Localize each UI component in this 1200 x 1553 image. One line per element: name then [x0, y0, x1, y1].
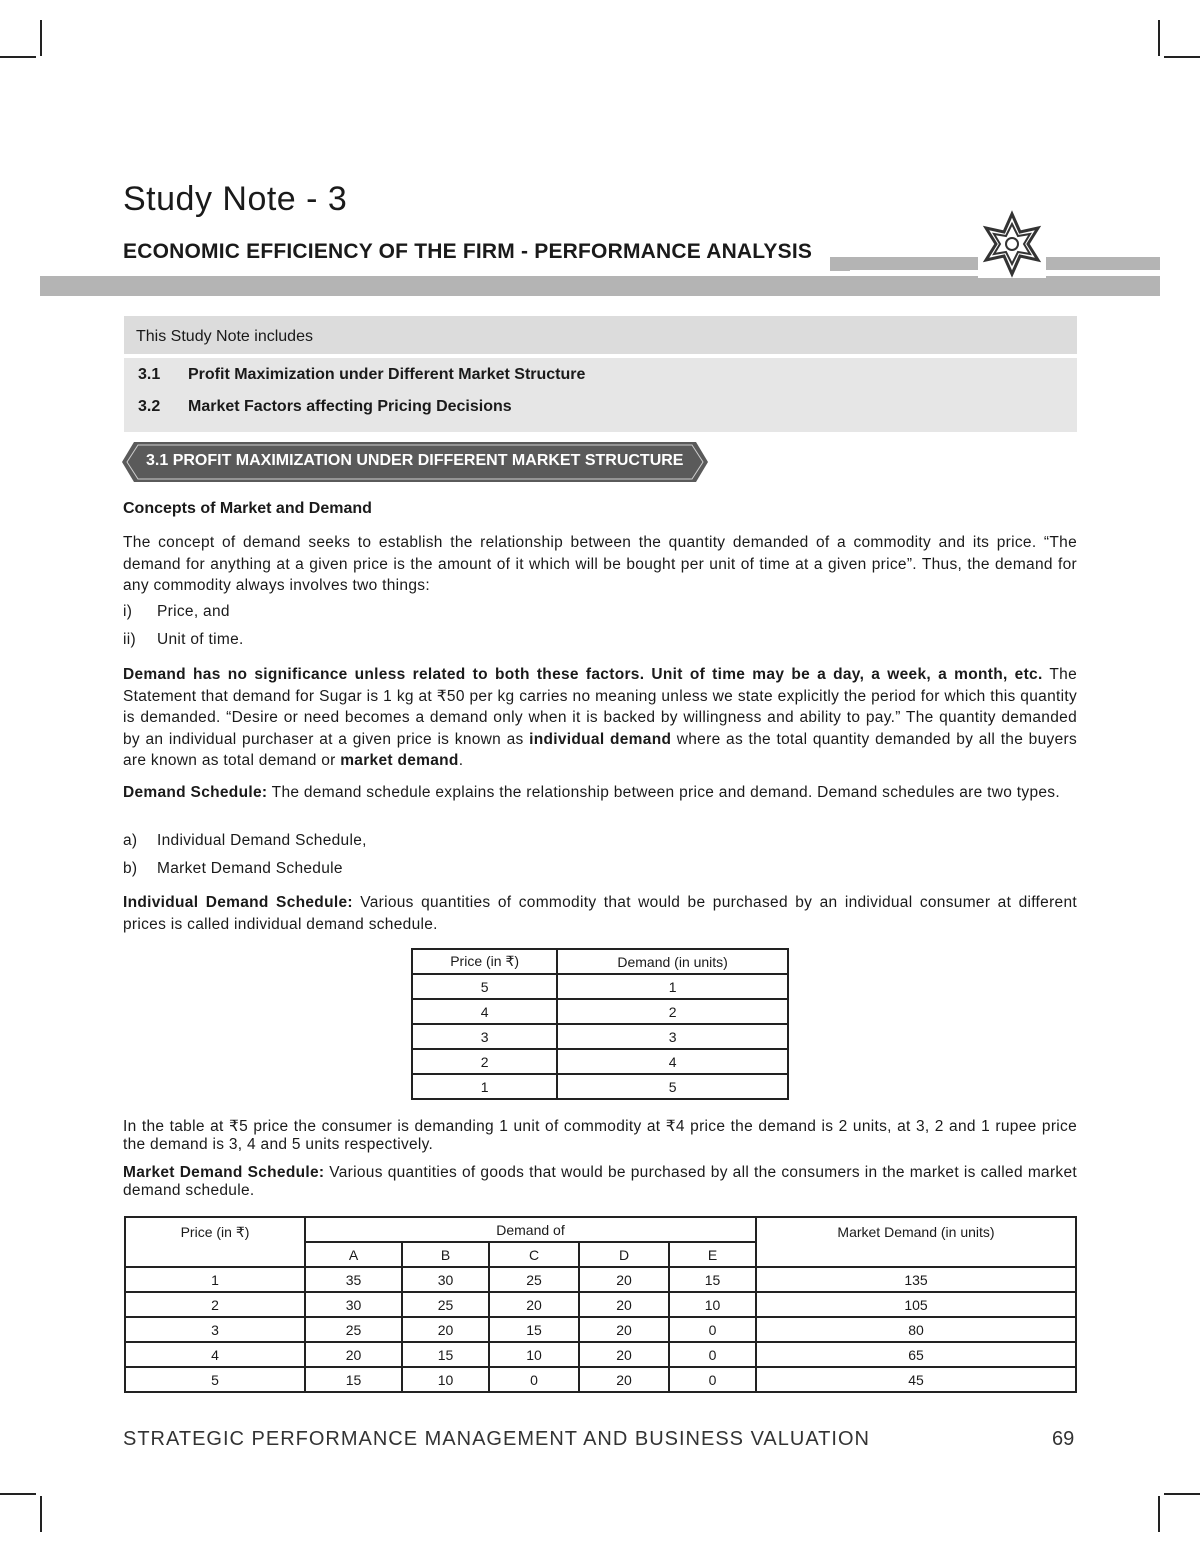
paragraph: In the table at ₹5 price the consumer is demanding 1 unit of commodity at ₹4 price the demand is 2 units, at 3, 2 and 1 rupee price the demand is 3, 4 and 5 units respectively.	[123, 1118, 1077, 1153]
crop-mark	[1158, 1496, 1160, 1532]
header-rule	[40, 276, 1160, 296]
table-row: 3 3	[412, 1024, 788, 1049]
crop-mark	[0, 1493, 36, 1495]
section-heading: 3.1 PROFIT MAXIMIZATION UNDER DIFFERENT MARKET STRUCTURE	[146, 452, 684, 469]
list-item: ii) Unit of time.	[123, 631, 244, 648]
table-row: 3 25 20 15 20 0 80	[125, 1317, 1076, 1342]
paragraph: The concept of demand seeks to establish the relationship between the quantity demanded of a commodity and its price. “The demand for anything at a given price is the amount of it which will be bought per unit of time at a given price”. Thus, the demand for any commodity always involves two things:	[123, 534, 1077, 594]
crop-mark	[0, 56, 36, 58]
table-header: D	[579, 1242, 669, 1267]
page-title: Study Note - 3	[123, 180, 348, 218]
crop-mark	[1158, 20, 1160, 56]
table-header: Price (in ₹)	[412, 949, 557, 974]
paragraph: Demand Schedule: The demand schedule explains the relationship between price and demand. Demand schedules are two types.	[123, 784, 1060, 801]
footer-text: STRATEGIC PERFORMANCE MANAGEMENT AND BUSINESS VALUATION	[123, 1428, 870, 1450]
table-row: 2 4	[412, 1049, 788, 1074]
table-row: 4 20 15 10 20 0 65	[125, 1342, 1076, 1367]
list-item: i) Price, and	[123, 603, 230, 620]
individual-demand-table	[411, 948, 789, 1100]
table-header: Market Demand (in units)	[756, 1217, 1076, 1267]
table-header: A	[305, 1242, 402, 1267]
table-header: E	[669, 1242, 756, 1267]
crop-mark	[40, 1496, 42, 1532]
table-header: Demand of	[305, 1217, 756, 1242]
includes-item: 3.2 Market Factors affecting Pricing Decisions	[138, 398, 512, 415]
market-demand-table	[124, 1216, 1077, 1393]
star-emblem-icon	[978, 210, 1046, 278]
table-row: 1 5	[412, 1074, 788, 1099]
list-item: a) Individual Demand Schedule,	[123, 832, 367, 849]
subsection-heading: Concepts of Market and Demand	[123, 500, 372, 517]
table-row: 1 35 30 25 20 15 135	[125, 1267, 1076, 1292]
crop-mark	[1164, 56, 1200, 58]
table-header: Price (in ₹)	[125, 1217, 305, 1267]
includes-title: This Study Note includes	[136, 328, 313, 345]
table-header: Demand (in units)	[557, 949, 788, 974]
crop-mark	[1164, 1493, 1200, 1495]
paragraph: Demand has no significance unless related to both these factors. Unit of time may be a day, a week, a month, etc. The Statement that demand for Sugar is 1 kg at ₹50 per kg carries no meaning unless we state explicitly the period for which this quantity is demanded. “Desire or need becomes a demand only when it is backed by willingness and ability to pay.” The quantity demanded by an individual purchaser at a given price is known as individual demand where as the total quantity demanded by all the buyers are known as total demand or market demand.	[123, 666, 1078, 769]
page-number: 69	[1052, 1428, 1075, 1450]
chapter-subtitle: ECONOMIC EFFICIENCY OF THE FIRM - PERFORMANCE ANALYSIS	[123, 240, 813, 263]
list-item: b) Market Demand Schedule	[123, 860, 343, 877]
table-row: 4 2	[412, 999, 788, 1024]
includes-item: 3.1 Profit Maximization under Different Market Structure	[138, 366, 586, 383]
table-row: 5 15 10 0 20 0 45	[125, 1367, 1076, 1392]
paragraph: Individual Demand Schedule: Various quantities of commodity that would be purchased by an individual consumer at different prices is called individual demand schedule.	[123, 894, 1077, 933]
paragraph: Market Demand Schedule: Various quantities of goods that would be purchased by all the consumers in the market is called market demand schedule.	[123, 1164, 1077, 1199]
table-row: 2 30 25 20 20 10 105	[125, 1292, 1076, 1317]
table-header: B	[402, 1242, 489, 1267]
crop-mark	[40, 20, 42, 56]
table-row: 5 1	[412, 974, 788, 999]
table-header: C	[489, 1242, 579, 1267]
